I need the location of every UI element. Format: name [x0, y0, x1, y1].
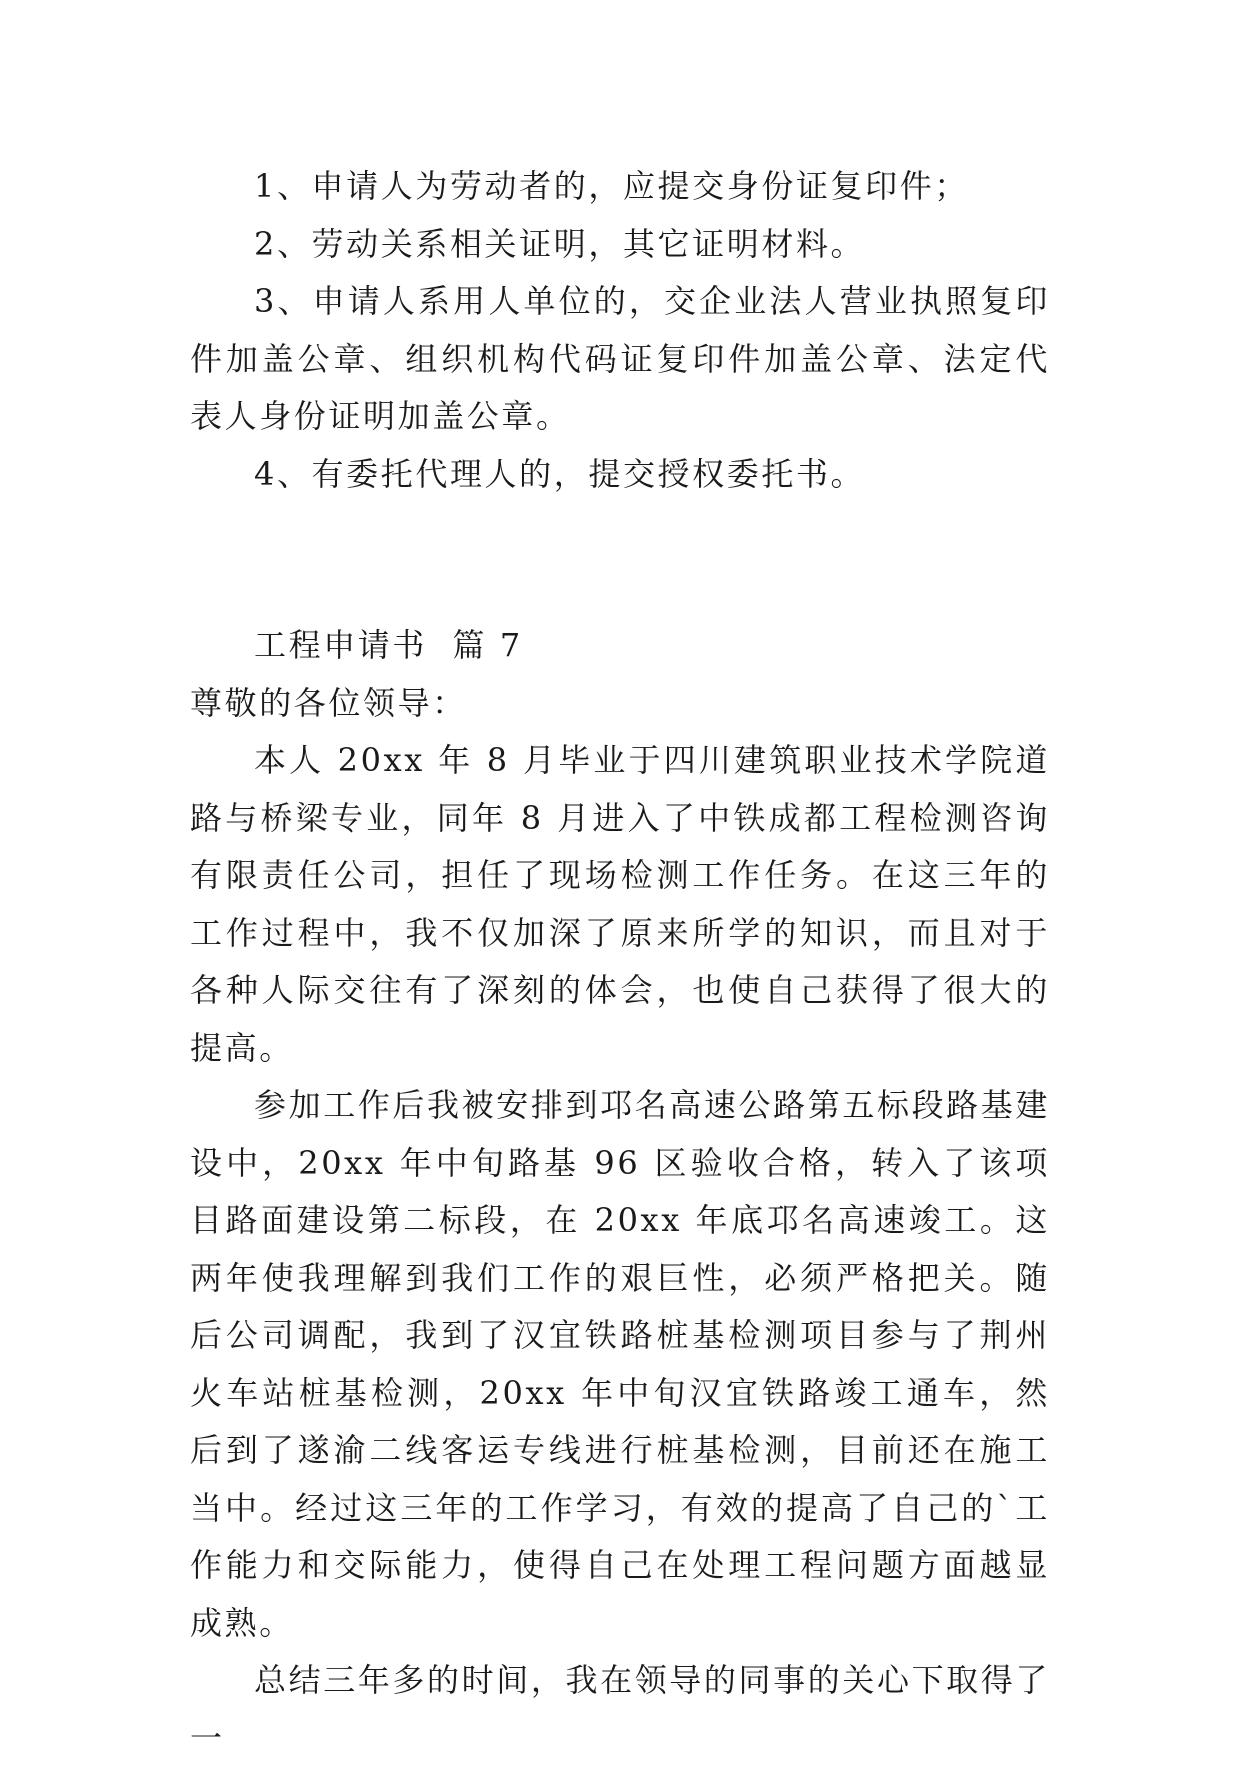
section-title: 工程申请书 篇 7 — [254, 626, 523, 664]
list-item: 2、劳动关系相关证明，其它证明材料。 — [254, 224, 866, 263]
list-item: 1、申请人为劳动者的，应提交身份证复印件； — [254, 167, 969, 205]
list-item: 3、申请人系用人单位的，交企业法人营业执照复印件加盖公章、组织机构代码证复印件加盖公章、法定代表人身份证明加盖公章。 — [190, 282, 1050, 435]
document-body — [190, 158, 1050, 1767]
salutation: 尊敬的各位领导： — [190, 683, 467, 722]
section-spacer — [190, 503, 1050, 617]
list-item: 4、有委托代理人的，提交授权委托书。 — [254, 454, 866, 493]
body-paragraph: 本人 20xx 年 8 月毕业于四川建筑职业技术学院道路与桥梁专业，同年 8 月进入了中铁成都工程检测咨询有限责任公司，担任了现场检测工作任务。在这三年的工作过程中，我不仅加深了原来所学的知识，而且对于各种人际交往有了深刻的体会，也使自己获得了很大的提高。 — [190, 741, 1050, 1067]
body-paragraph: 参加工作后我被安排到邛名高速公路第五标段路基建设中，20xx 年中旬路基 96 区验收合格，转入了该项目路面建设第二标段，在 20xx 年底邛名高速竣工。这两年使我理解到我们工作的艰巨性，必须严格把关。随后公司调配，我到了汉宜铁路桩基检测项目参与了荆州火车站桩基检测，20xx 年中旬汉宜铁路竣工通车，然后到了遂渝二线客运专线进行桩基检测，目前还在施工当中。经过这三年的工作学习，有效的提高了自己的`工作能力和交际能力，使得自己在处理工程问题方面越显成熟。 — [190, 1086, 1050, 1642]
body-paragraph: 总结三年多的时间，我在领导的同事的关心下取得了一 — [190, 1661, 1050, 1757]
